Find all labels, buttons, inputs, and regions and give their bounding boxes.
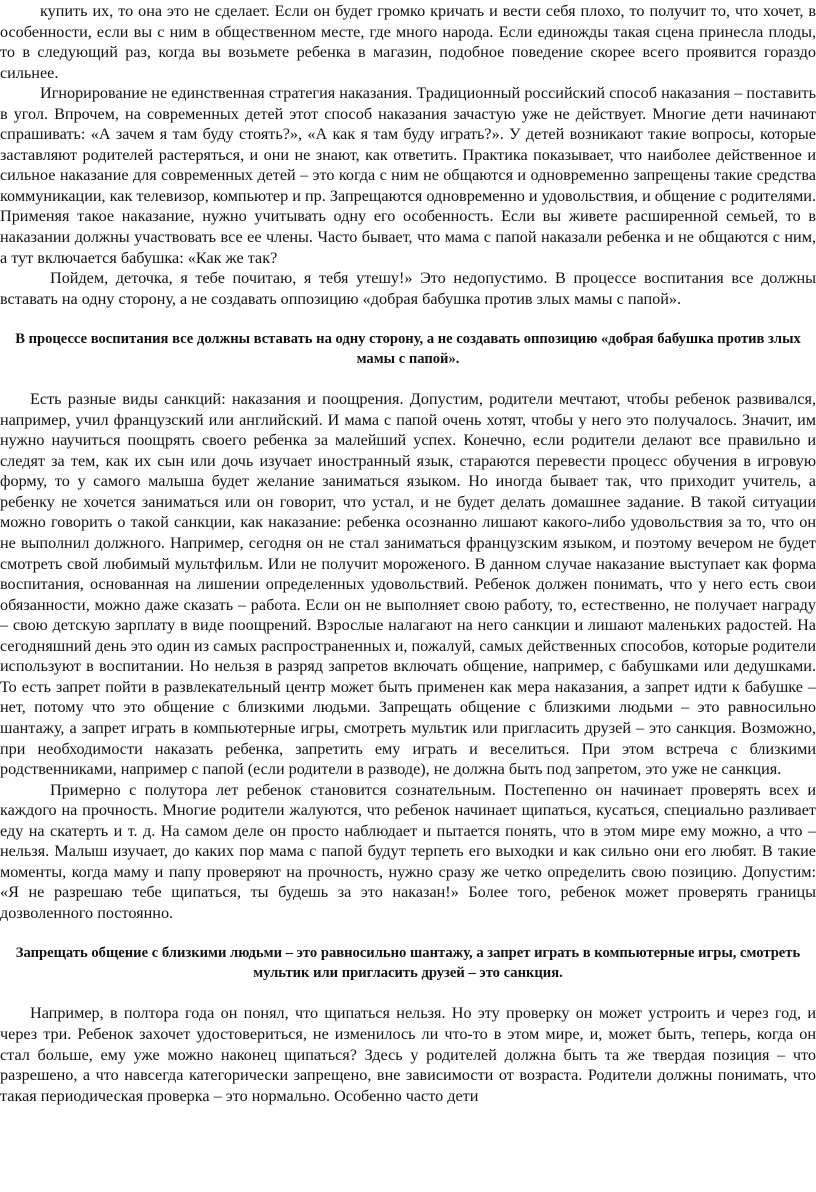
paragraph-3: Пойдем, деточка, я тебе почитаю, я тебя утешу!» Это недопустимо. В процессе воспитания все должны вставать на одну сторону, а не создавать оппозицию «добрая бабушка против злых мамы с папой».	[0, 269, 816, 308]
pull-quote-heading-1: В процессе воспитания все должны вставать на одну сторону, а не создавать оппозицию «добрая бабушка против злых мамы с папой».	[15, 331, 801, 368]
paragraph-5: Примерно с полутора лет ребенок становится сознательным. Постепенно он начинает проверять всех и каждого на прочность. Многие родители жалуются, что ребенок начинает щипаться, кусаться, специально разливает еду на скатерть и т. д. На самом деле он просто наблюдает и пытается понять, что в этом мире ему можно, а что – нельзя. Малыш изучает, до каких пор мама с папой будут терпеть его выходки и как сильно они его любят. В такие моменты, когда маму и папу проверяют на прочность, нужно сразу же четко определить свою позицию. Допустим: «Я не разрешаю тебе щипаться, ты будешь за это наказан!» Более того, ребенок может проверять границы дозволенного постоянно.	[0, 780, 816, 922]
paragraph-6: Например, в полтора года он понял, что щипаться нельзя. Но эту проверку он может устроить и через год, и через три. Ребенок захочет удостовериться, не изменилось ли что-то в этом мире, и, может быть, теперь, когда он стал больше, ему уже можно наконец щипаться? Здесь у родителей должна быть та же твердая позиция – что разрешено, а что навсегда категорически запрещено, вне зависимости от возраста. Родители должны понимать, что такая периодическая проверка – это нормально. Особенно часто дети	[0, 1004, 816, 1105]
paragraph-2: Игнорирование не единственная стратегия наказания. Традиционный российский способ наказания – поставить в угол. Впрочем, на современных детей этот способ наказания зачастую уже не действует. Многие дети начинают спрашивать: «А зачем я там буду стоять?», «А как я там буду играть?». У детей возникают такие вопросы, которые заставляют родителей растеряться, и они не знают, как ответить. Практика показывает, что наиболее действенное и сильное наказание для современных детей – это когда с ним не общаются и одновременно запрещены такие средства коммуникации, как телевизор, компьютер и пр. Запрещаются одновременно и удовольствия, и общение с родителями. Применяя такое наказание, нужно учитывать одну его особенность. Если вы живете расширенной семьей, то в наказании должны участвовать все ее члены. Часто бывает, что мама с папой наказали ребенка и не общаются с ним, а тут включается бабушка: «Как же так?	[0, 84, 816, 267]
pull-quote-heading-2: Запрещать общение с близкими людьми – это равносильно шантажу, а запрет играть в компьютерные игры, смотреть мультик или пригласить друзей – это санкция.	[15, 945, 801, 982]
paragraph-4: Есть разные виды санкций: наказания и поощрения. Допустим, родители мечтают, чтобы ребенок развивался, например, учил французский или английский. И мама с папой очень хотят, чтобы у него это получалось. Значит, им нужно научиться поощрять своего ребенка за малейший успех. Конечно, если родители делают все правильно и следят за тем, как их сын или дочь изучает иностранный язык, стараются перевести процесс обучения в игровую форму, то у самого малыша будет желание заниматься языком. Но иногда бывает так, что приходит учитель, а ребенку не хочется заниматься или он говорит, что устал, и не будет делать домашнее задание. В такой ситуации можно говорить о такой санкции, как наказание: ребенка осознанно лишают какого-либо удовольствия за то, что он не выполнил должного. Например, сегодня он не стал заниматься французским языком, и поэтому вечером не будет смотреть свой любимый мультфильм. Или не получит мороженого. В данном случае наказание выступает как форма воспитания, основанная на лишении определенных удовольствий. Ребенок должен понимать, что у него есть свои обязанности, можно даже сказать – работа. Если он не выполняет свою работу, то, естественно, не получает награду – свою детскую зарплату в виде поощрений. Взрослые налагают на него санкции и лишают маленьких радостей. На сегодняшний день это один из самых распространенных и, пожалуй, самых действенных способов, которые родители используют в воспитании. Но нельзя в разряд запретов включать общение, например, с бабушками или дедушками. То есть запрет пойти в развлекательный центр может быть применен как мера наказания, а запрет идти к бабушке – нет, потому что это общение с близкими людьми. Запрещать общение с близкими людьми – это равносильно шантажу, а запрет играть в компьютерные игры, смотреть мультик или пригласить друзей – это санкция. Возможно, при необходимости наказать ребенка, запретить ему играть и веселиться. При этом встреча с близкими родственниками, например с папой (если родители в разводе), не должна быть под запретом, это уже не санкция.	[0, 390, 816, 779]
paragraph-1: купить их, то она это не сделает. Если он будет громко кричать и вести себя плохо, то получит то, что хочет, в особенности, если вы с ним в общественном месте, где много народа. Если единожды такая сцена принесла плоды, то в следующий раз, когда вы возьмете ребенка в магазин, подобное поведение скорее всего проявится гораздо сильнее.	[0, 2, 816, 82]
